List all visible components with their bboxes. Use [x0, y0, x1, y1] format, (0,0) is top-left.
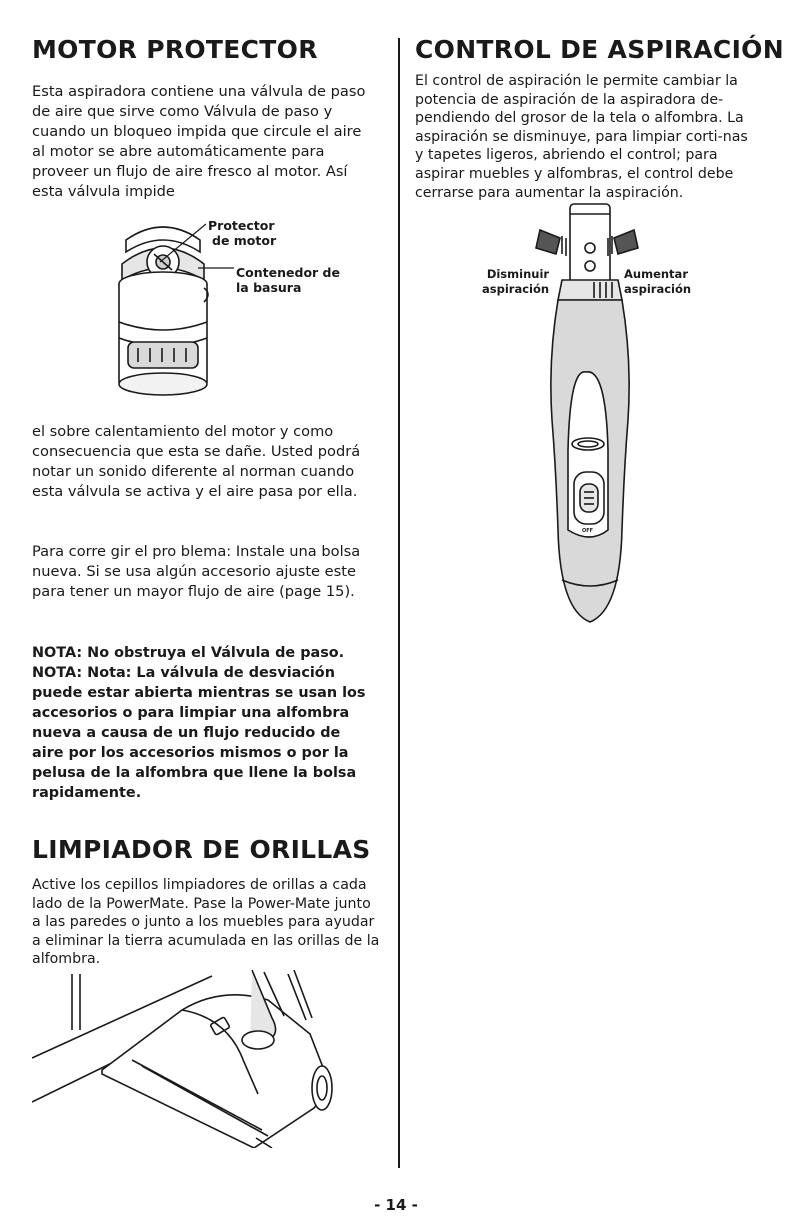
container-callout-line — [196, 265, 236, 271]
callout-dirt-container: Contenedor de la basura — [236, 265, 340, 295]
handle-illustration — [522, 200, 652, 630]
motor-protector-continued: el sobre calentamiento del motor y como consecuencia que esta se dañe. Usted podrá notar un sonido diferente al norman cuando esta válvula se activa y el aire pasa por ella. — [32, 423, 361, 500]
motor-protector-intro: Esta aspiradora contiene una válvula de paso de aire que sirve como Válvula de paso y cuando un bloqueo impida que circule el aire al motor se abre automáticamente para proveer un flujo de aire fresco al motor. Así esta válvula impide — [32, 83, 366, 200]
suction-control-text: El control de aspiración le permite cambiar la potencia de aspiración de la aspiradora de-pendiendo del grosor de la tela o alfombra. La aspiración se disminuye, para limpiar corti-nas y tapetes ligeros, abriendo el control; para aspirar muebles y alfombras, el control debe cerrarse para aumentar la aspiración. — [415, 73, 748, 201]
protector-callout-line — [158, 222, 208, 266]
column-divider — [398, 38, 400, 1168]
edge-cleaner-text: Active los cepillos limpiadores de orillas a cada lado de la PowerMate. Pase la Power-Mate junto a las paredes o junto a los muebles para ayudar a eliminar la tierra acumulada en las orillas de la alfombra. — [32, 877, 380, 968]
page-number: - 14 - — [374, 1196, 418, 1214]
suction-control-title: CONTROL DE ASPIRACIÓN — [415, 35, 784, 64]
edge-cleaner-title: LIMPIADOR DE ORILLAS — [32, 835, 371, 864]
note-bypass-valve: NOTA: No obstruya el Válvula de paso. — [32, 645, 345, 661]
note-bypass-open: NOTA: Nota: La válvula de desviación puede estar abierta mientras se usan los accesorios o para limpiar una alfombra nueva a causa de un flujo reducido de aire por los accesorios mismos o por la pelusa de la alfombra que llene la bolsa rapidamente. — [32, 665, 366, 801]
callout-decrease-suction: Disminuir aspiración — [482, 267, 550, 296]
callout-increase-suction: Aumentar aspiración — [624, 267, 692, 296]
power-nozzle-illustration — [32, 970, 342, 1148]
callout-motor-protector: Protector de motor — [208, 218, 277, 248]
motor-protector-title: MOTOR PROTECTOR — [32, 35, 318, 64]
motor-protector-fix: Para corre gir el pro blema: Instale una bolsa nueva. Si se usa algún accesorio ajuste este para tener un mayor flujo de aire (page 15). — [32, 543, 361, 600]
switch-off-label: OFF — [582, 528, 594, 534]
